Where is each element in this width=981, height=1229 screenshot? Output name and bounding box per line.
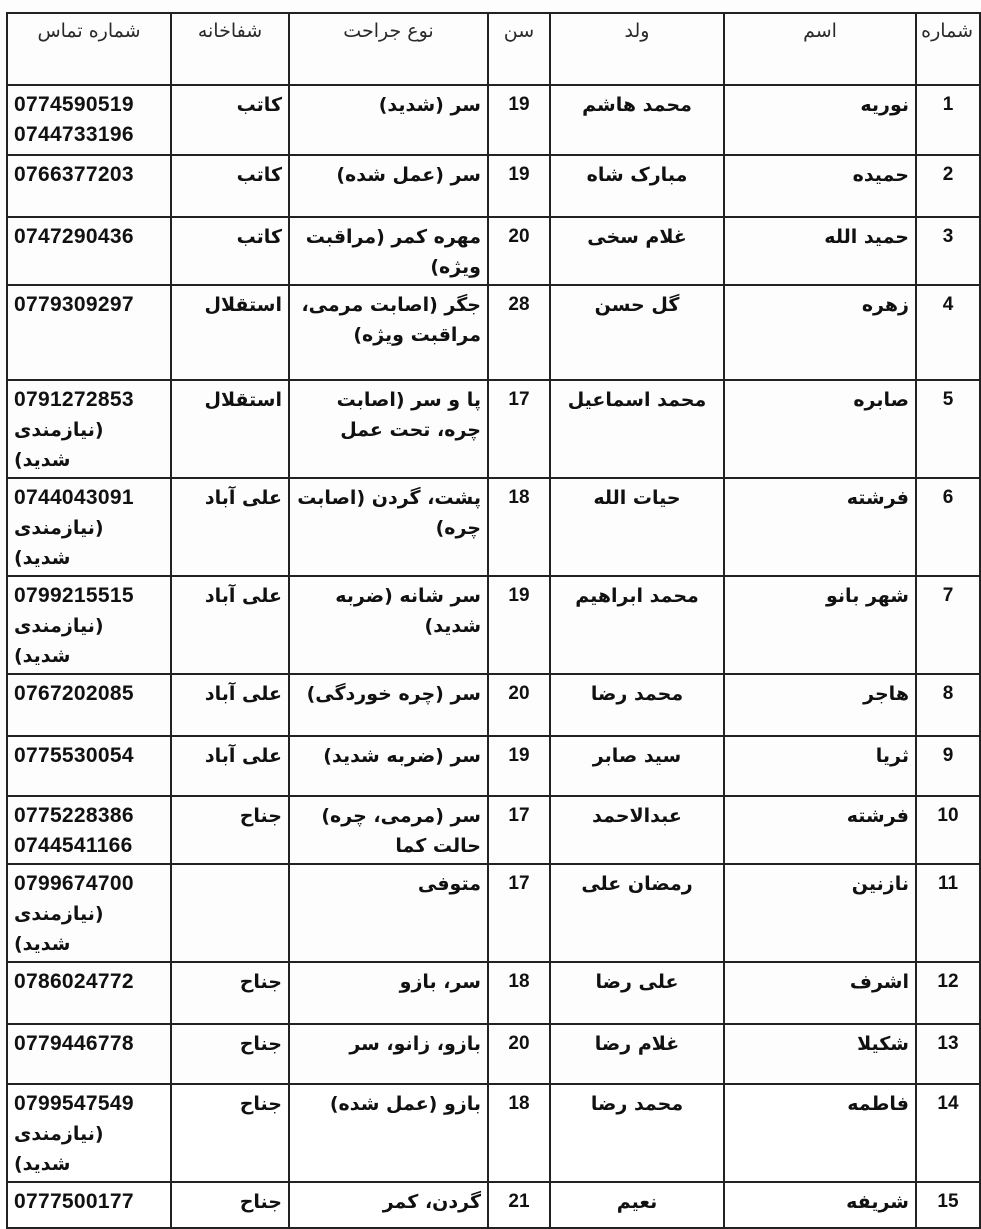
cell-father: محمد هاشم: [550, 85, 724, 155]
phone-number: 0786024772: [14, 970, 134, 993]
cell-father: گل حسن: [550, 285, 724, 380]
cell-age: 28: [488, 285, 550, 380]
cell-father: محمد ابراهیم: [550, 576, 724, 674]
cell-injury: جگر (اصابت مرمی، مراقبت ویژه): [289, 285, 488, 380]
cell-father: محمد رضا: [550, 674, 724, 736]
cell-hospital: استقلال: [171, 380, 289, 478]
need-note: (نیازمندی شدید): [14, 517, 104, 569]
cell-phone: [7, 85, 171, 155]
cell-hospital: علی آباد: [171, 736, 289, 796]
cell-phone: [7, 478, 171, 576]
cell-age: 17: [488, 796, 550, 864]
header-number: شماره: [916, 13, 980, 85]
cell-father: حیات الله: [550, 478, 724, 576]
table-row: [7, 962, 980, 1024]
cell-name: صابره: [724, 380, 916, 478]
cell-phone: [7, 155, 171, 217]
need-note: (نیازمندی شدید): [14, 903, 104, 955]
cell-father: غلام رضا: [550, 1024, 724, 1084]
cell-number: 11: [916, 864, 980, 962]
cell-phone: [7, 380, 171, 478]
need-note: (نیازمندی شدید): [14, 615, 104, 667]
cell-phone: [7, 1024, 171, 1084]
header-age: سن: [488, 13, 550, 85]
cell-phone: [7, 736, 171, 796]
cell-injury: سر شانه (ضربه شدید): [289, 576, 488, 674]
phone-number-secondary: 0744541166: [14, 834, 133, 857]
cell-name: اشرف: [724, 962, 916, 1024]
cell-hospital: جناح: [171, 962, 289, 1024]
cell-phone: [7, 962, 171, 1024]
phone-number-secondary: 0744733196: [14, 123, 134, 146]
cell-phone: [7, 576, 171, 674]
cell-hospital: جناح: [171, 796, 289, 864]
cell-age: 20: [488, 217, 550, 285]
cell-number: 9: [916, 736, 980, 796]
table-row: [7, 1024, 980, 1084]
phone-number: 0777500177: [14, 1190, 134, 1213]
table-row: [7, 674, 980, 736]
cell-name: حمیده: [724, 155, 916, 217]
patient-table: [6, 12, 981, 1229]
cell-age: 19: [488, 736, 550, 796]
cell-number: 14: [916, 1084, 980, 1182]
table-row: [7, 85, 980, 155]
table-row: [7, 1084, 980, 1182]
header-phone: شماره تماس: [7, 13, 171, 85]
cell-father: محمد رضا: [550, 1084, 724, 1182]
cell-name: حمید الله: [724, 217, 916, 285]
cell-number: 6: [916, 478, 980, 576]
cell-injury: پا و سر (اصابت چره، تحت عمل: [289, 380, 488, 478]
header-injury: نوع جراحت: [289, 13, 488, 85]
cell-age: 20: [488, 674, 550, 736]
table-row: [7, 478, 980, 576]
cell-number: 15: [916, 1182, 980, 1228]
cell-injury: بازو، زانو، سر: [289, 1024, 488, 1084]
table-row: [7, 736, 980, 796]
phone-number: 0747290436: [14, 225, 134, 248]
need-note: (نیازمندی شدید): [14, 419, 104, 471]
cell-age: 19: [488, 85, 550, 155]
phone-number: 0799674700: [14, 872, 134, 895]
cell-age: 19: [488, 155, 550, 217]
cell-phone: [7, 1084, 171, 1182]
phone-number: 0766377203: [14, 163, 134, 186]
cell-phone: [7, 217, 171, 285]
cell-age: 20: [488, 1024, 550, 1084]
cell-hospital: علی آباد: [171, 478, 289, 576]
cell-name: زهره: [724, 285, 916, 380]
table-row: [7, 155, 980, 217]
cell-father: سید صابر: [550, 736, 724, 796]
cell-injury: پشت، گردن (اصابت چره): [289, 478, 488, 576]
cell-injury: مهره کمر (مراقبت ویژه): [289, 217, 488, 285]
cell-age: 17: [488, 864, 550, 962]
table-row: [7, 864, 980, 962]
cell-name: ثریا: [724, 736, 916, 796]
header-row: [7, 13, 980, 85]
cell-number: 8: [916, 674, 980, 736]
phone-number: 0779309297: [14, 293, 134, 316]
cell-number: 2: [916, 155, 980, 217]
cell-hospital: علی آباد: [171, 576, 289, 674]
cell-hospital: جناح: [171, 1084, 289, 1182]
cell-injury: سر (عمل شده): [289, 155, 488, 217]
cell-name: نازنین: [724, 864, 916, 962]
cell-name: فرشته: [724, 478, 916, 576]
cell-injury: سر (ضربه شدید): [289, 736, 488, 796]
cell-name: نوریه: [724, 85, 916, 155]
table-row: [7, 380, 980, 478]
table-row: [7, 796, 980, 864]
table-row: [7, 576, 980, 674]
phone-number: 0775228386: [14, 804, 134, 827]
phone-number: 0767202085: [14, 682, 134, 705]
cell-injury: سر (شدید): [289, 85, 488, 155]
cell-number: 3: [916, 217, 980, 285]
cell-name: هاجر: [724, 674, 916, 736]
table-row: [7, 217, 980, 285]
cell-injury: سر (مرمی، چره) حالت کما: [289, 796, 488, 864]
cell-injury: سر (چره خوردگی): [289, 674, 488, 736]
cell-father: علی رضا: [550, 962, 724, 1024]
need-note: (نیازمندی شدید): [14, 1123, 104, 1175]
cell-hospital: کاتب: [171, 217, 289, 285]
cell-father: نعیم: [550, 1182, 724, 1228]
cell-phone: [7, 864, 171, 962]
cell-hospital: کاتب: [171, 85, 289, 155]
cell-age: 18: [488, 478, 550, 576]
cell-name: شریفه: [724, 1182, 916, 1228]
phone-number: 0799547549: [14, 1092, 134, 1115]
cell-hospital: استقلال: [171, 285, 289, 380]
cell-father: مبارک شاه: [550, 155, 724, 217]
cell-phone: [7, 796, 171, 864]
cell-injury: سر، بازو: [289, 962, 488, 1024]
cell-age: 17: [488, 380, 550, 478]
cell-hospital: جناح: [171, 1182, 289, 1228]
cell-phone: [7, 674, 171, 736]
cell-name: فرشته: [724, 796, 916, 864]
cell-age: 18: [488, 962, 550, 1024]
header-hospital: شفاخانه: [171, 13, 289, 85]
cell-injury: متوفی: [289, 864, 488, 962]
cell-number: 13: [916, 1024, 980, 1084]
cell-hospital: علی آباد: [171, 674, 289, 736]
cell-father: محمد اسماعیل: [550, 380, 724, 478]
cell-number: 1: [916, 85, 980, 155]
cell-father: عبدالاحمد: [550, 796, 724, 864]
cell-injury: گردن، کمر: [289, 1182, 488, 1228]
phone-number: 0799215515: [14, 584, 134, 607]
cell-age: 19: [488, 576, 550, 674]
cell-hospital: کاتب: [171, 155, 289, 217]
cell-phone: [7, 1182, 171, 1228]
cell-injury: بازو (عمل شده): [289, 1084, 488, 1182]
cell-number: 4: [916, 285, 980, 380]
phone-number: 0791272853: [14, 388, 134, 411]
header-name: اسم: [724, 13, 916, 85]
cell-name: فاطمه: [724, 1084, 916, 1182]
table-row: [7, 1182, 980, 1228]
cell-hospital: جناح: [171, 1024, 289, 1084]
phone-number: 0779446778: [14, 1032, 134, 1055]
cell-father: رمضان علی: [550, 864, 724, 962]
cell-number: 12: [916, 962, 980, 1024]
phone-number: 0744043091: [14, 486, 134, 509]
cell-age: 18: [488, 1084, 550, 1182]
cell-name: شکیلا: [724, 1024, 916, 1084]
cell-name: شهر بانو: [724, 576, 916, 674]
cell-phone: [7, 285, 171, 380]
header-father: ولد: [550, 13, 724, 85]
cell-number: 10: [916, 796, 980, 864]
cell-number: 7: [916, 576, 980, 674]
phone-number: 0774590519: [14, 93, 134, 116]
table-body: [7, 85, 980, 1228]
table-row: [7, 285, 980, 380]
cell-father: غلام سخی: [550, 217, 724, 285]
cell-number: 5: [916, 380, 980, 478]
cell-hospital: [171, 864, 289, 962]
cell-age: 21: [488, 1182, 550, 1228]
phone-number: 0775530054: [14, 744, 134, 767]
